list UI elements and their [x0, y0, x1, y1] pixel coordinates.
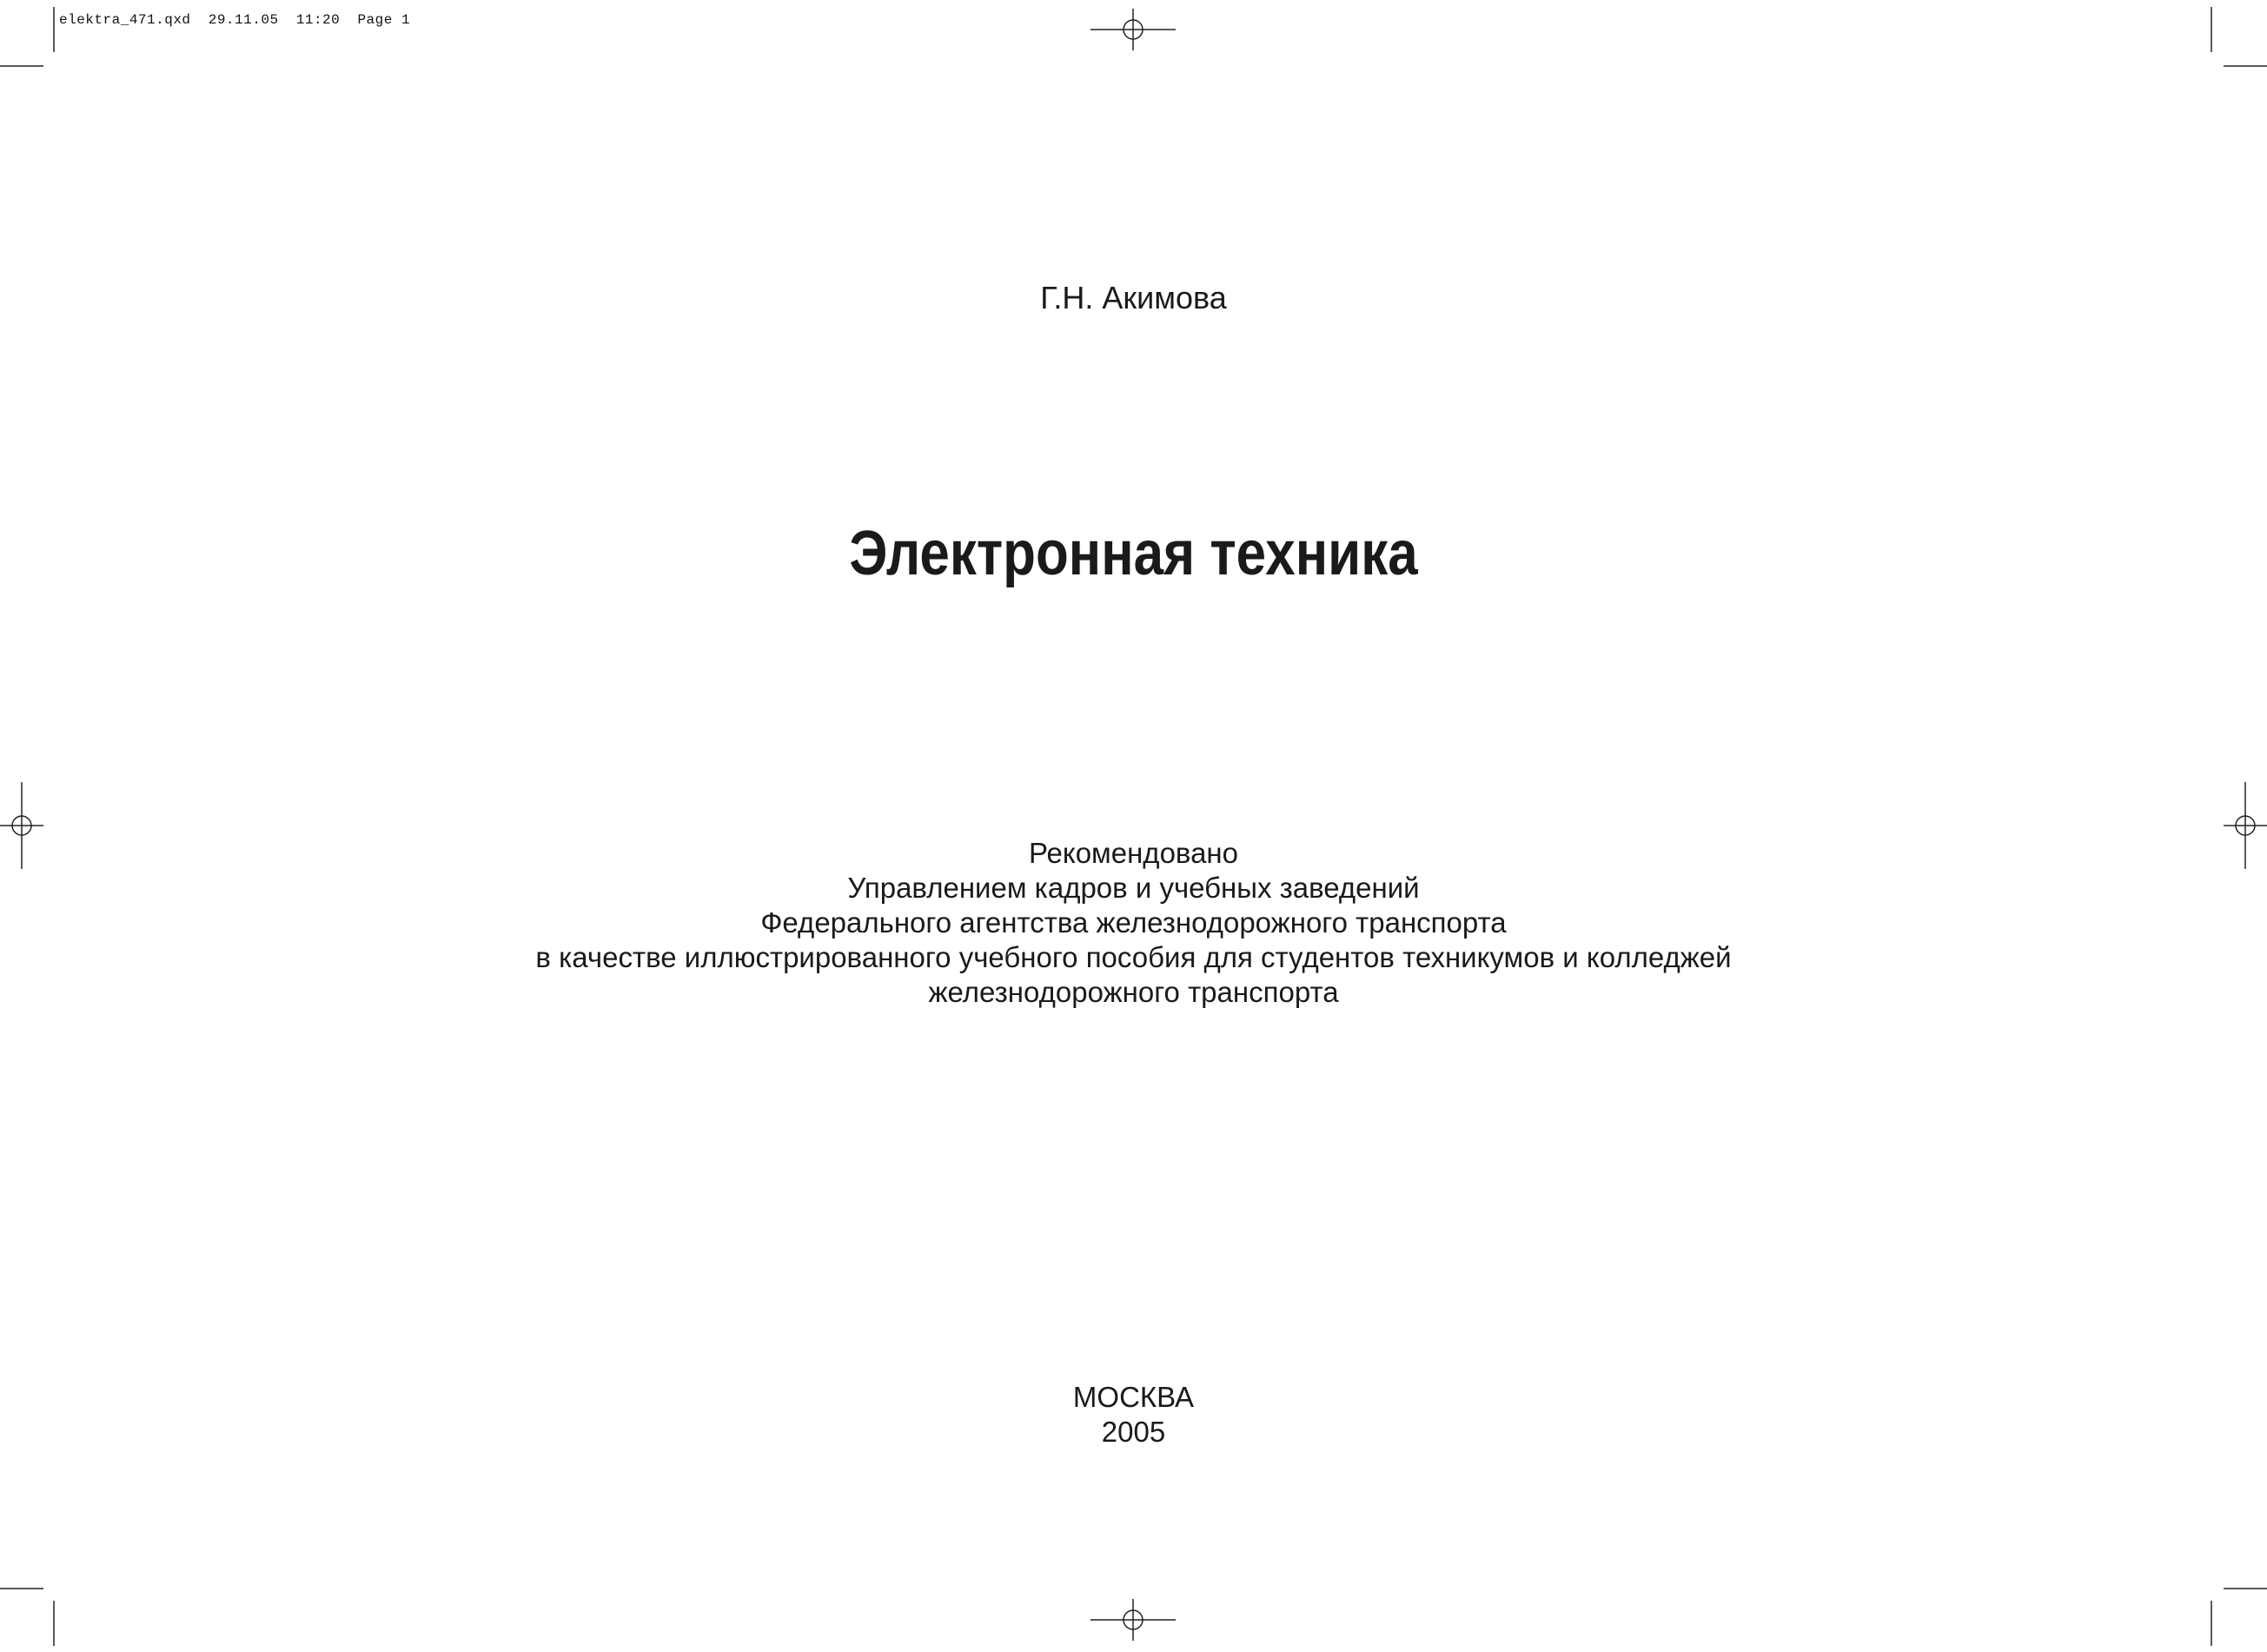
print-slug-line: elektra_471.qxd 29.11.05 11:20 Page 1 — [59, 12, 411, 28]
recommendation-line: Федерального агентства железнодорожного транспорта — [760, 906, 1507, 939]
imprint-year: 2005 — [1101, 1416, 1166, 1448]
imprint-city: МОСКВА — [1072, 1381, 1195, 1413]
registration-mark-bottom — [1090, 1599, 1176, 1641]
recommendation-line: в качестве иллюстрированного учебного пособия для студентов техникумов и колледжей — [535, 941, 1732, 973]
registration-mark-top — [1090, 9, 1176, 50]
recommendation-block — [0, 836, 2267, 1010]
author-name: Г.Н. Акимова — [1040, 280, 1227, 315]
recommendation-line: железнодорожного транспорта — [928, 976, 1339, 1008]
imprint-block — [0, 1380, 2267, 1450]
book-title: Электронная техника — [849, 519, 1418, 588]
recommendation-line: Управлением кадров и учебных заведений — [847, 872, 1420, 904]
recommendation-line: Рекомендовано — [1028, 837, 1239, 869]
